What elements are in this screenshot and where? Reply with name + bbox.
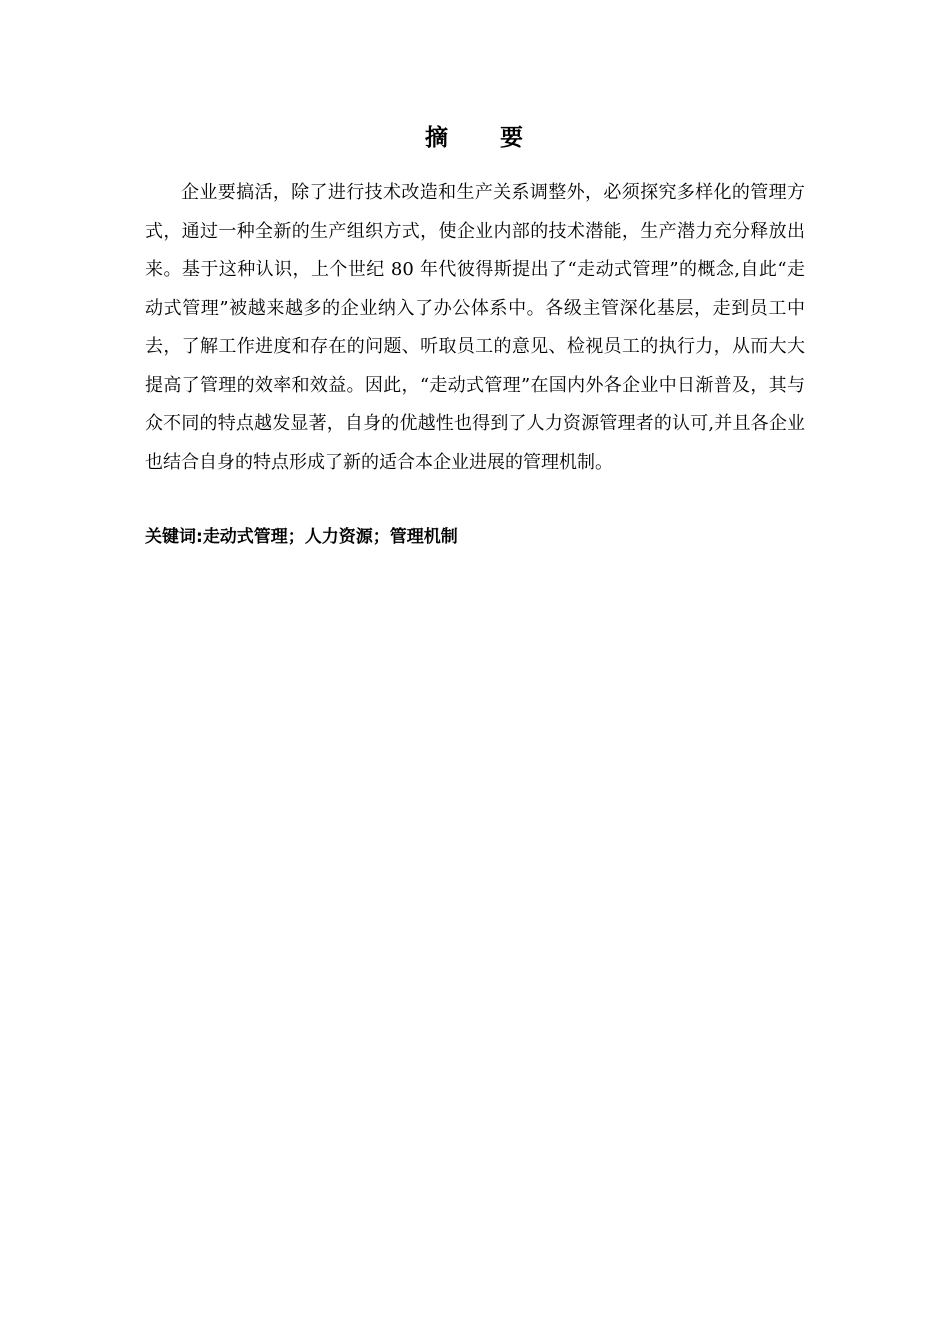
keywords-line (145, 522, 805, 552)
keywords-label: 关键词: (145, 527, 203, 547)
abstract-body: 企业要搞活，除了进行技术改造和生产关系调整外，必须探究多样化的管理方式，通过一种全新的生产组织方式，使企业内部的技术潜能，生产潜力充分释放出来。基于这种认识，上个世纪 80 年代彼得斯提出了“走动式管理”的概念,自此“走动式管理”被越来越多的企业纳入了办公体系中。各级主管深化基层，走到员工中去，了解工作进度和存在的问题、听取员工的意见、检视员工的执行力，从而大大提高了管理的效率和效益。因此，“走动式管理”在国内外各企业中日渐普及，其与众不同的特点越发显著，自身的优越性也得到了人力资源管理者的认可,并且各企业也结合自身的特点形成了新的适合本企业进展的管理机制。 (145, 182, 805, 473)
abstract-title-char-1: 摘 (425, 125, 450, 151)
abstract-title-char-2: 要 (500, 125, 525, 151)
abstract-title (0, 118, 950, 158)
keywords-text: 走动式管理；人力资源；管理机制 (202, 527, 458, 547)
